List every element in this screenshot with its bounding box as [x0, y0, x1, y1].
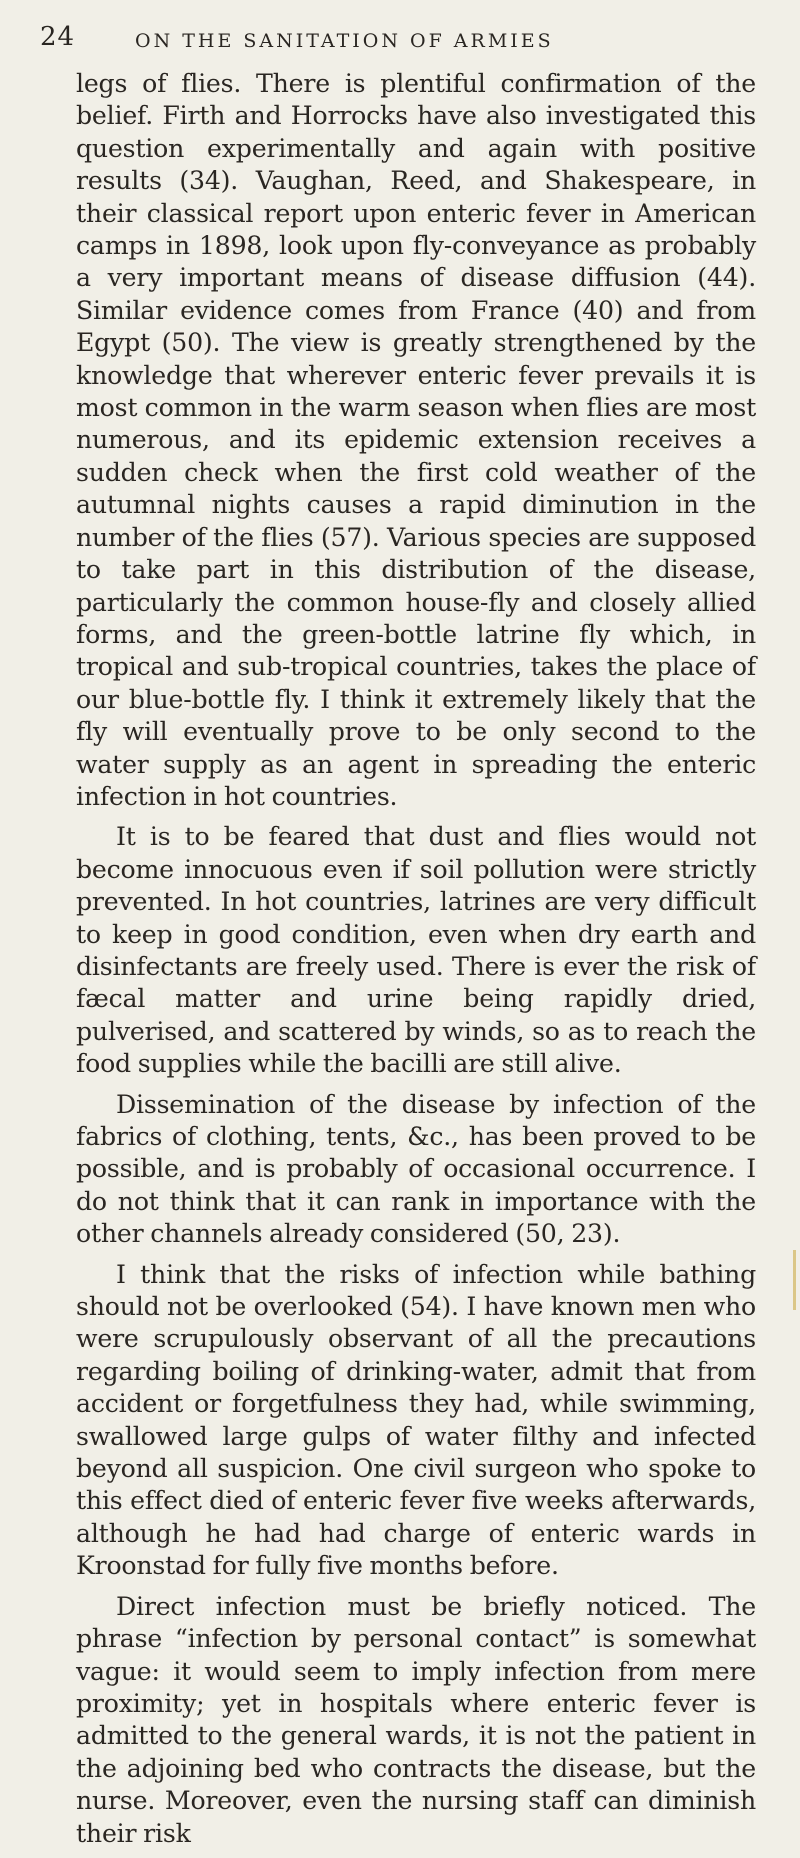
- page-edge-mark: [793, 1250, 796, 1310]
- running-head: ON THE SANITATION OF ARMIES: [135, 30, 554, 52]
- paragraph-flies-confirmation: legs of flies. There is plentiful confirmation of the belief. Firth and Horrocks have also investigated this question experimentally and again with positive results (34). Vaughan, Reed, and Shakespeare, in their classical report upon enteric fever in American camps in 1898, look upon fly-conveyance as probably a very important means of disease diffusion (44). Similar evidence comes from France (40) and from Egypt (50). The view is greatly strengthened by the knowledge that wherever enteric fever prevails it is most common in the warm season when flies are most numerous, and its epidemic extension receives a sudden check when the first cold weather of the autumnal nights causes a rapid diminution in the number of the flies (57). Various species are supposed to take part in this distribution of the disease, particularly the common house-fly and closely allied forms, and the green-bottle latrine fly which, in tropical and sub-tropical countries, takes the place of our blue-bottle fly. I think it extremely likely that the fly will eventually prove to be only second to the water supply as an agent in spreading the enteric infection in hot countries.: [76, 69, 756, 811]
- paragraph-dust-and-flies: It is to be feared that dust and flies would not become innocuous even if soil pollution were strictly prevented. In hot countries, latrines are very difficult to keep in good condition, even when dry earth and disinfectants are freely used. There is ever the risk of fæcal matter and urine being rapidly dried, pulverised, and scattered by winds, so as to reach the food supplies while the bacilli are still alive.: [76, 822, 756, 1079]
- paragraph-direct-infection: Direct infection must be briefly noticed. The phrase “infection by personal contact” is somewhat vague: it would seem to imply infection from mere proximity; yet in hospitals where enteric fever is admitted to the general wards, it is not the patient in the adjoining bed who contracts the disease, but the nurse. Moreover, even the nursing staff can diminish their risk: [76, 1591, 756, 1848]
- paragraph-fabric-infection: Dissemination of the disease by infection of the fabrics of clothing, tents, &c., has been proved to be possible, and is probably of occasional occurrence. I do not think that it can rank in importance with the other channels already considered (50, 23).: [76, 1089, 756, 1249]
- paragraph-bathing-risk: I think that the risks of infection while bathing should not be overlooked (54). I have known men who were scrupulously observant of all the precautions regarding boiling of drinking-water, admit that from accident or forgetfulness they had, while swimming, swallowed large gulps of water filthy and infected beyond all suspicion. One civil surgeon who spoke to this effect died of enteric fever five weeks afterwards, although he had had charge of enteric wards in Kroonstad for fully five months before.: [76, 1259, 756, 1581]
- body-text: [76, 68, 756, 1858]
- page-number: 24: [40, 22, 76, 52]
- page-header: [40, 20, 740, 60]
